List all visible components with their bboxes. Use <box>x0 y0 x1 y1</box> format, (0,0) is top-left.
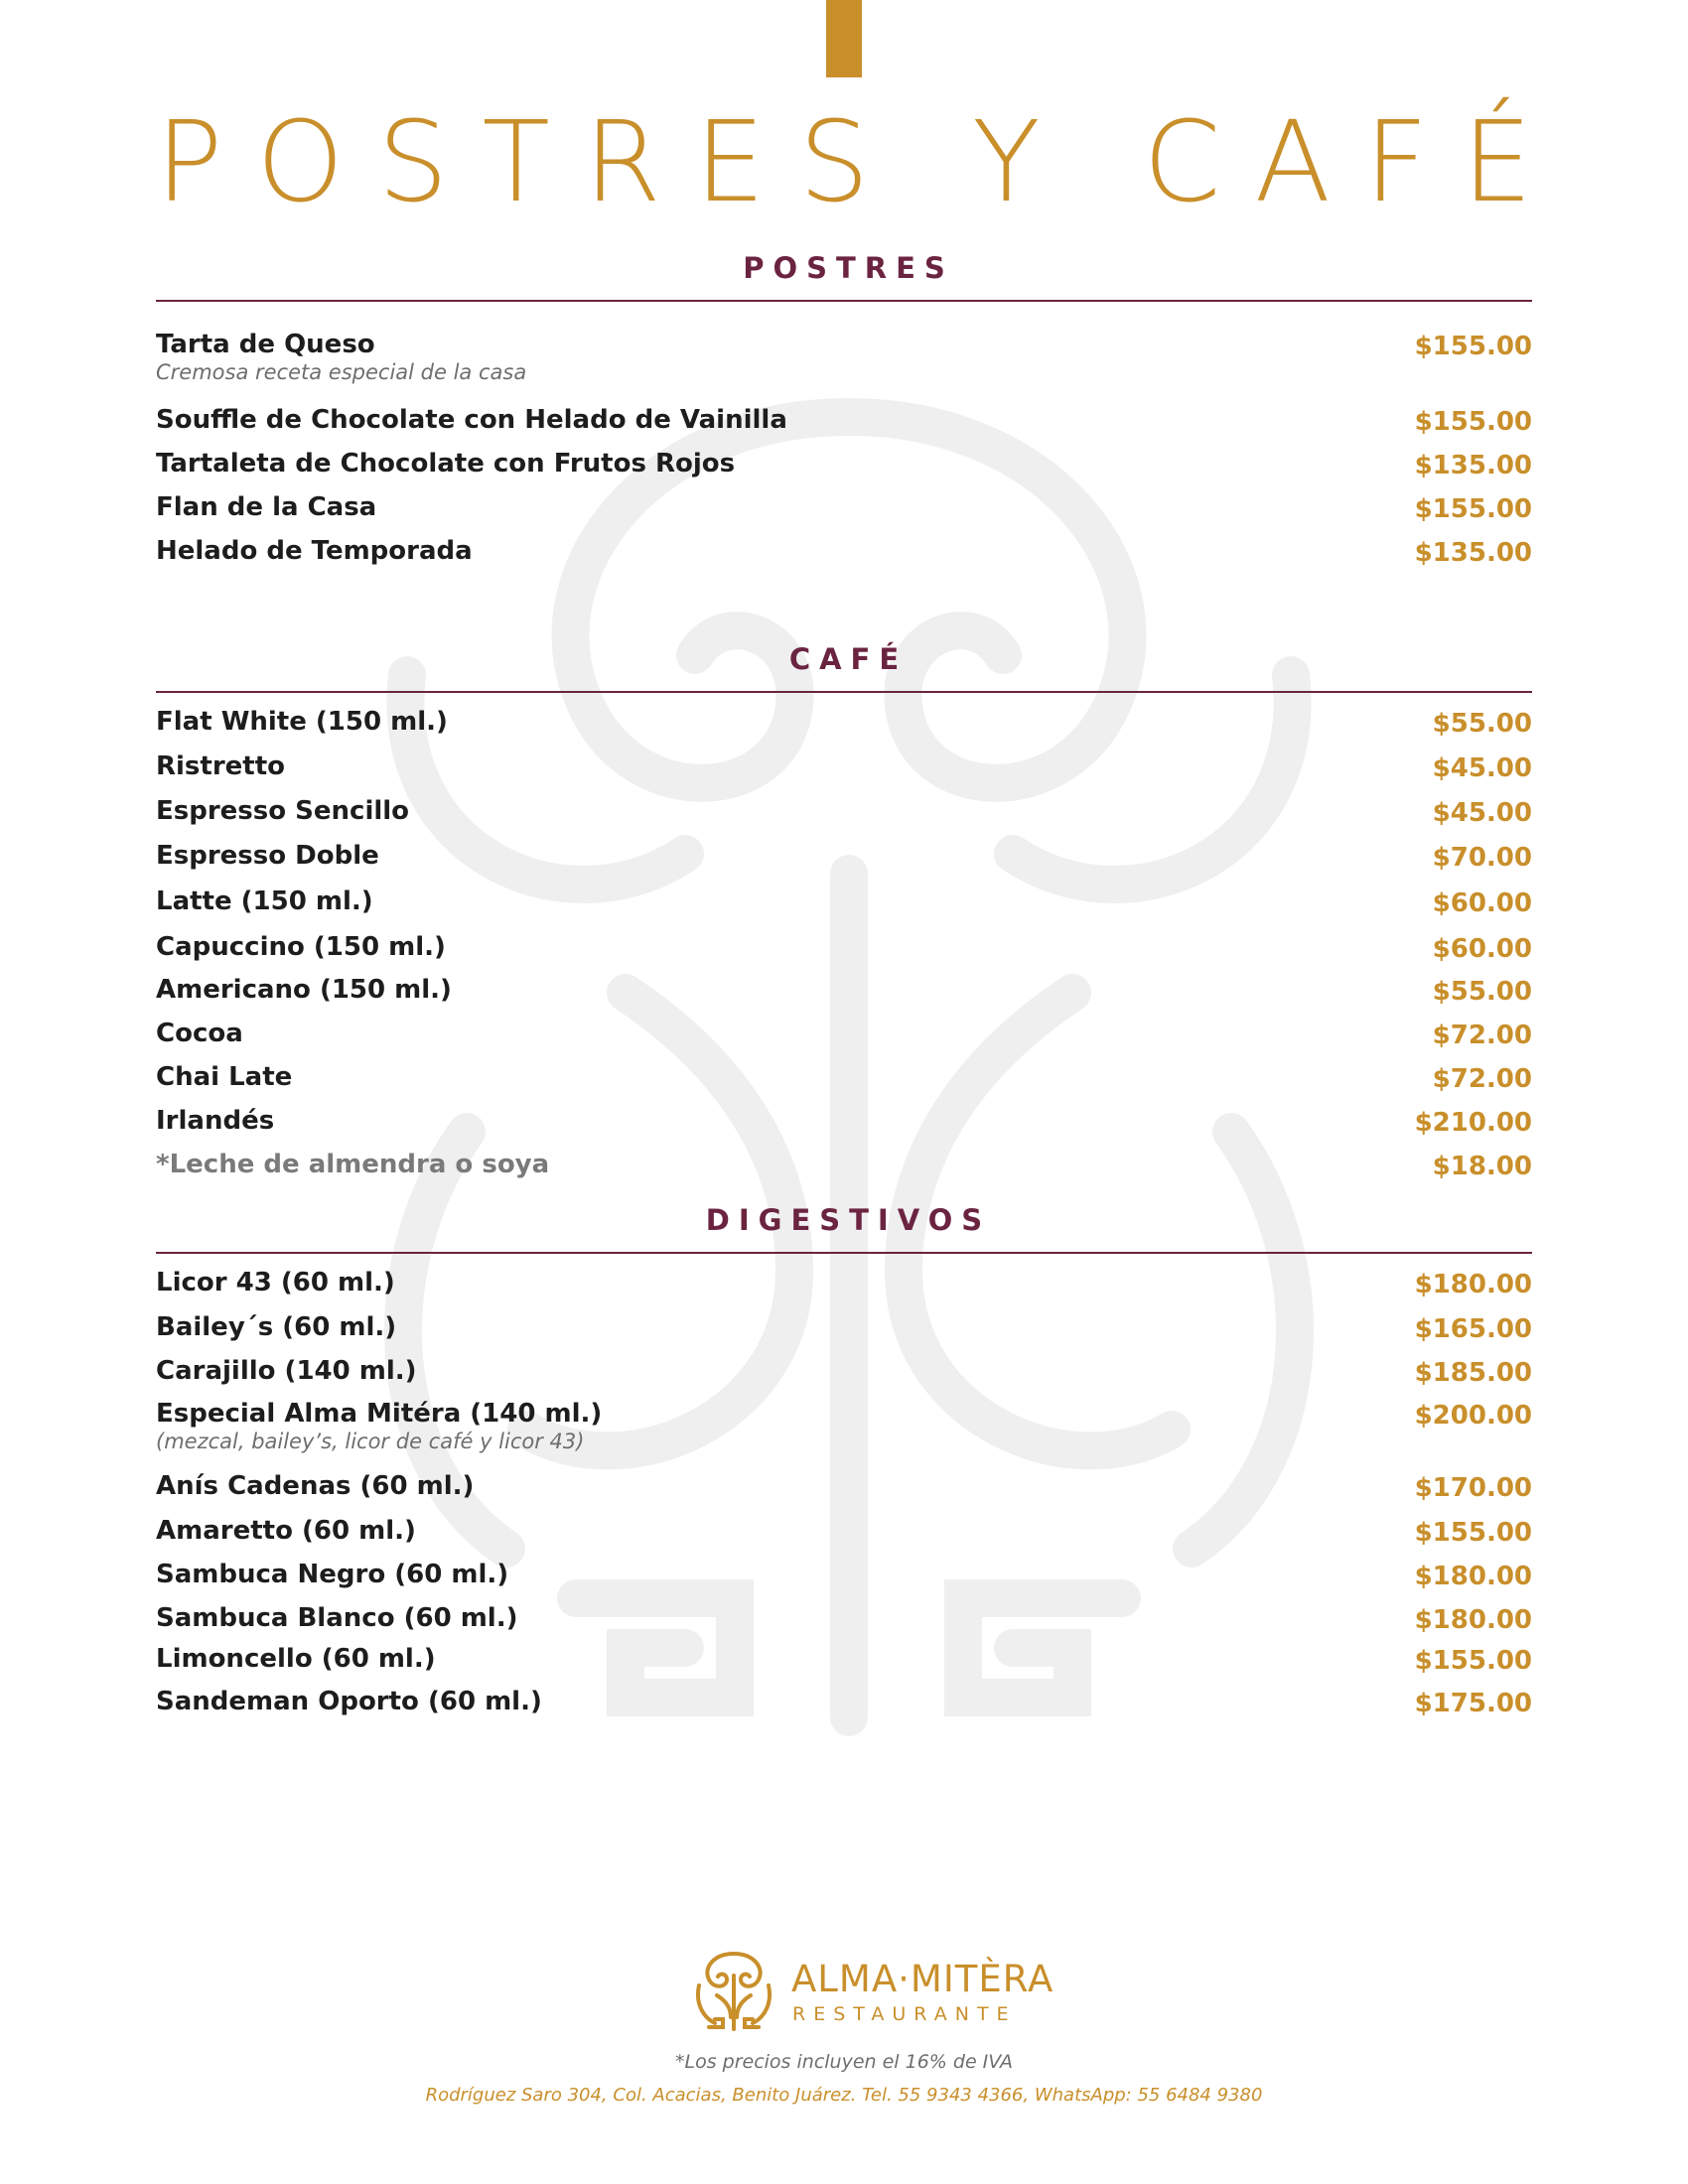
item-name: Americano (150 ml.) <box>156 975 452 1005</box>
item-price: $18.00 <box>1432 1152 1532 1181</box>
menu-item <box>156 405 1532 435</box>
item-name: Tartaleta de Chocolate con Frutos Rojos <box>156 449 736 478</box>
section-divider <box>156 691 1532 693</box>
item-price: $155.00 <box>1414 494 1532 524</box>
menu-item <box>156 841 1532 871</box>
tax-note: *Los precios incluyen el 16% de IVA <box>675 2051 1013 2073</box>
brand-subtitle: RESTAURANTE <box>792 2003 1017 2025</box>
menu-item <box>156 975 1532 1005</box>
item-price: $45.00 <box>1432 798 1532 828</box>
restaurant-logo-icon <box>689 1946 778 2035</box>
item-price: $180.00 <box>1414 1270 1532 1299</box>
menu-item <box>156 1560 1532 1589</box>
section-divider <box>156 1252 1532 1254</box>
item-description: Cremosa receta especial de la casa <box>156 360 527 384</box>
item-price: $155.00 <box>1414 1646 1532 1676</box>
item-price: $45.00 <box>1432 753 1532 783</box>
item-name: Amaretto (60 ml.) <box>156 1516 416 1546</box>
item-name: Especial Alma Mitéra (140 ml.) <box>156 1399 603 1429</box>
menu-item <box>156 1516 1532 1546</box>
item-name: Tarta de Queso <box>156 330 375 359</box>
item-name: Souffle de Chocolate con Helado de Vainilla <box>156 405 787 435</box>
item-name: Bailey´s (60 ml.) <box>156 1312 397 1342</box>
menu-item <box>156 1687 1532 1716</box>
item-name: Cocoa <box>156 1019 243 1048</box>
menu-item <box>156 1019 1532 1048</box>
item-price: $170.00 <box>1414 1473 1532 1503</box>
section-title-digestivos: DIGESTIVOS <box>705 1203 992 1237</box>
item-price: $180.00 <box>1414 1562 1532 1591</box>
item-price: $55.00 <box>1432 977 1532 1007</box>
item-name: Sambuca Blanco (60 ml.) <box>156 1603 518 1633</box>
menu-item <box>156 1106 1532 1136</box>
item-price: $200.00 <box>1414 1401 1532 1431</box>
menu-item <box>156 1312 1532 1342</box>
item-name: Anís Cadenas (60 ml.) <box>156 1471 475 1501</box>
item-price: $135.00 <box>1414 451 1532 480</box>
menu-item <box>156 1356 1532 1386</box>
item-price: $55.00 <box>1432 709 1532 739</box>
item-name: Flan de la Casa <box>156 492 377 522</box>
menu-item <box>156 536 1532 566</box>
item-name: Chai Late <box>156 1062 293 1092</box>
item-price: $185.00 <box>1414 1358 1532 1388</box>
item-price: $210.00 <box>1414 1108 1532 1138</box>
item-price: $60.00 <box>1432 934 1532 964</box>
top-accent-bar <box>826 0 862 77</box>
item-name: Capuccino (150 ml.) <box>156 932 446 962</box>
menu-item <box>156 932 1532 962</box>
item-price: $70.00 <box>1432 843 1532 873</box>
section-title-postres: POSTRES <box>743 251 954 285</box>
menu-item <box>156 1399 1532 1454</box>
menu-item <box>156 1644 1532 1674</box>
section-cafe <box>156 642 1532 1181</box>
menu-item <box>156 1471 1532 1501</box>
item-name: Espresso Sencillo <box>156 796 410 826</box>
item-description: (mezcal, bailey’s, licor de café y licor 43) <box>156 1430 585 1453</box>
item-name: Limoncello (60 ml.) <box>156 1644 436 1674</box>
address-line: Rodríguez Saro 304, Col. Acacias, Benito Juárez. Tel. 55 9343 4366, WhatsApp: 55 6484 9380 <box>425 2085 1263 2106</box>
item-price: $72.00 <box>1432 1021 1532 1050</box>
item-name: Sandeman Oporto (60 ml.) <box>156 1687 542 1716</box>
item-price: $180.00 <box>1414 1605 1532 1635</box>
item-name: Flat White (150 ml.) <box>156 707 448 737</box>
item-price: $155.00 <box>1414 407 1532 437</box>
item-name: Carajillo (140 ml.) <box>156 1356 417 1386</box>
item-price: $175.00 <box>1414 1689 1532 1718</box>
item-price: $155.00 <box>1414 1518 1532 1548</box>
item-price: $165.00 <box>1414 1314 1532 1344</box>
menu-item <box>156 887 1532 916</box>
item-name: Irlandés <box>156 1106 275 1136</box>
menu-item <box>156 1268 1532 1297</box>
page-title: POSTRES Y CAFÉ <box>155 98 1567 227</box>
brand-name: ALMA·MITÈRA <box>791 1958 1055 2000</box>
menu-item <box>156 330 1532 385</box>
menu-item <box>156 1603 1532 1633</box>
menu-item <box>156 751 1532 781</box>
section-title-cafe: CAFÉ <box>788 642 909 676</box>
item-price: $60.00 <box>1432 888 1532 918</box>
section-digestivos <box>156 1203 1532 1718</box>
menu-item <box>156 449 1532 478</box>
menu-item <box>156 492 1532 522</box>
menu-item <box>156 796 1532 826</box>
item-price: $155.00 <box>1414 332 1532 361</box>
menu-item <box>156 707 1532 737</box>
menu-item <box>156 1062 1532 1092</box>
item-name: Espresso Doble <box>156 841 379 871</box>
item-price: $135.00 <box>1414 538 1532 568</box>
item-name: Latte (150 ml.) <box>156 887 373 916</box>
item-name: Sambuca Negro (60 ml.) <box>156 1560 509 1589</box>
section-postres <box>156 251 1532 568</box>
item-name: Licor 43 (60 ml.) <box>156 1268 395 1297</box>
item-name: Ristretto <box>156 751 286 781</box>
item-name: Helado de Temporada <box>156 536 473 566</box>
item-name: *Leche de almendra o soya <box>156 1150 550 1179</box>
section-divider <box>156 300 1532 302</box>
item-price: $72.00 <box>1432 1064 1532 1094</box>
menu-item-note <box>156 1150 1532 1179</box>
